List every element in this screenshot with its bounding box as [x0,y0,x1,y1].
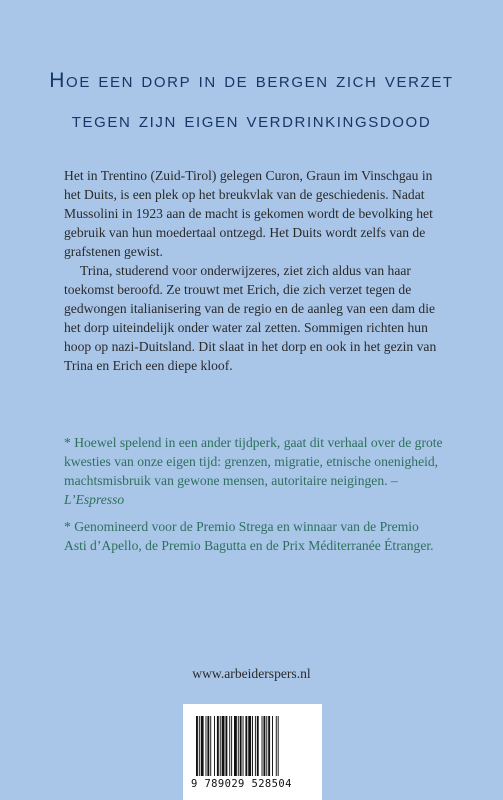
review-quote-espresso [64,433,444,509]
blurb-paragraph-1: Het in Trentino (Zuid-Tirol) gelegen Curon, Graun im Vinschgau in het Duits, is een plek op het breukvlak van de geschiedenis. Nadat Mussolini in 1923 aan de macht is gekomen wordt de bevolking het gebruik van hun moedertaal ontzegd. Het Duits wordt zelfs van de grafstenen gewist. [64,168,433,259]
review-quote-text: * Hoewel spelend in een ander tijdperk, gaat dit verhaal over de grote kwesties van onze eigen tijd: grenzen, migratie, etnische onenigheid, machtsmisbruik van gewone mensen, autoritaire neigingen. – [64,435,443,488]
publisher-website: www.arbeiderspers.nl [192,666,311,681]
barcode-icon [195,716,310,776]
isbn-number: 9 789029 528504 [191,778,292,790]
barcode-panel [183,704,322,800]
review-quote-source: L’Espresso [64,492,125,507]
headline-line-1: Hoe een dorp in de bergen zich verzet [49,69,454,92]
blurb-paragraph-2: Trina, studerend voor onderwijzeres, ziet zich aldus van haar toekomst beroofd. Ze trouwt met Erich, die zich verzet tegen de gedwongen italianisering van de regio en de aanleg van een dam die het dorp uiteindelijk onder water zal zetten. Sommigen richten hun hoop op nazi-Duitsland. Dit slaat in het dorp en ook in het gezin van Trina en Erich een diepe kloof. [64,263,437,373]
awards-note: * Genomineerd voor de Premio Strega en winnaar van de Premio Asti d’Apello, de Premio Bagutta en de Prix Méditerranée Étranger. [64,519,434,553]
headline-line-2: tegen zijn eigen verdrinkingsdood [71,109,432,132]
blurb [64,166,442,375]
